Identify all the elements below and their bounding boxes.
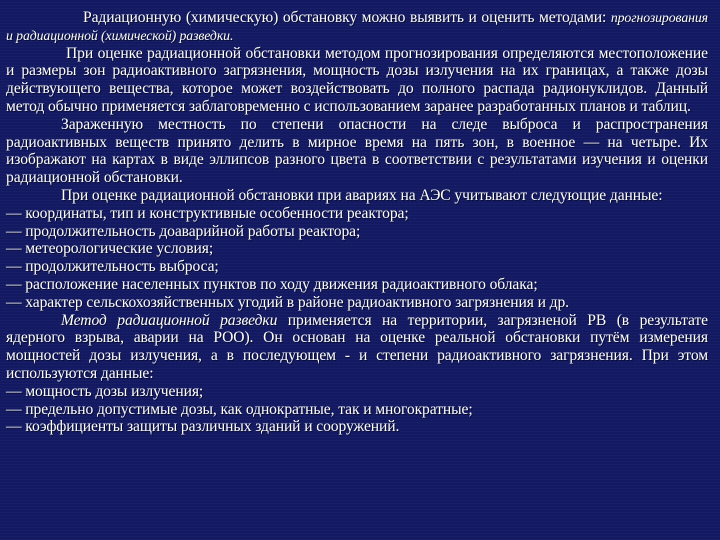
npp-list-item: — характер сельскохозяйственных угодий в районе радиоактивного загрязнения и др. [6,293,569,311]
npp-list-item: — координаты, тип и конструктивные особенности реактора; [6,204,409,222]
zones-paragraph: Зараженную местность по степени опасности на следе выброса и распространения радиоактивных веществ принято делить в мирное время на пять зон, в военное — на четыре. Их изображают на картах в виде эллипсов разного цвета в соответствии с результатами изучения и оценки радиационной обстановки. [6,115,708,187]
npp-list-item: — расположение населенных пунктов по ходу движения радиоактивного облака; [6,275,538,293]
recon-paragraph [6,312,708,383]
npp-list-item: — продолжительность выброса; [6,258,219,276]
intro-paragraph [6,9,708,45]
forecast-paragraph: При оценке радиационной обстановки методом прогнозирования определяются местоположение и размеры зон радиоактивного загрязнения, мощность дозы излучения на их границах, а также дозы действующего вещества, которое может воздействовать до полного распада радионуклидов. Данный метод обычно применяется заблаговременно с использованием заранее разработанных планов и таблиц. [6,44,708,115]
recon-list-item: — мощность дозы излучения; [6,382,204,400]
intro-methods: прогнозирования и радиационной (химической) разведки. [6,10,708,43]
intro-lead: Радиационную (химическую) обстановку можно выявить и оценить методами: [83,9,607,26]
recon-text: применяется на территории, загрязненой РВ (в результате ядерного взрыва, аварии на РОО). Он основан на оценке реальной обстановки путём измерения мощностей дозы излучения, а в последующем - и степени радиоактивного загрязнения. При этом используются данные: [6,311,708,382]
npp-list-item: — продолжительность доаварийной работы реактора; [6,222,361,240]
slide-text [6,9,708,436]
recon-list-item: — коэффициенты защиты различных зданий и сооружений. [6,418,400,436]
recon-list-item: — предельно допустимые дозы, как однократные, так и многократные; [6,400,473,418]
npp-paragraph: При оценке радиационной обстановки при авариях на АЭС учитывают следующие данные: [61,186,663,204]
npp-list-item: — метеорологические условия; [6,240,214,258]
recon-term: Метод радиационной разведки [61,311,278,329]
